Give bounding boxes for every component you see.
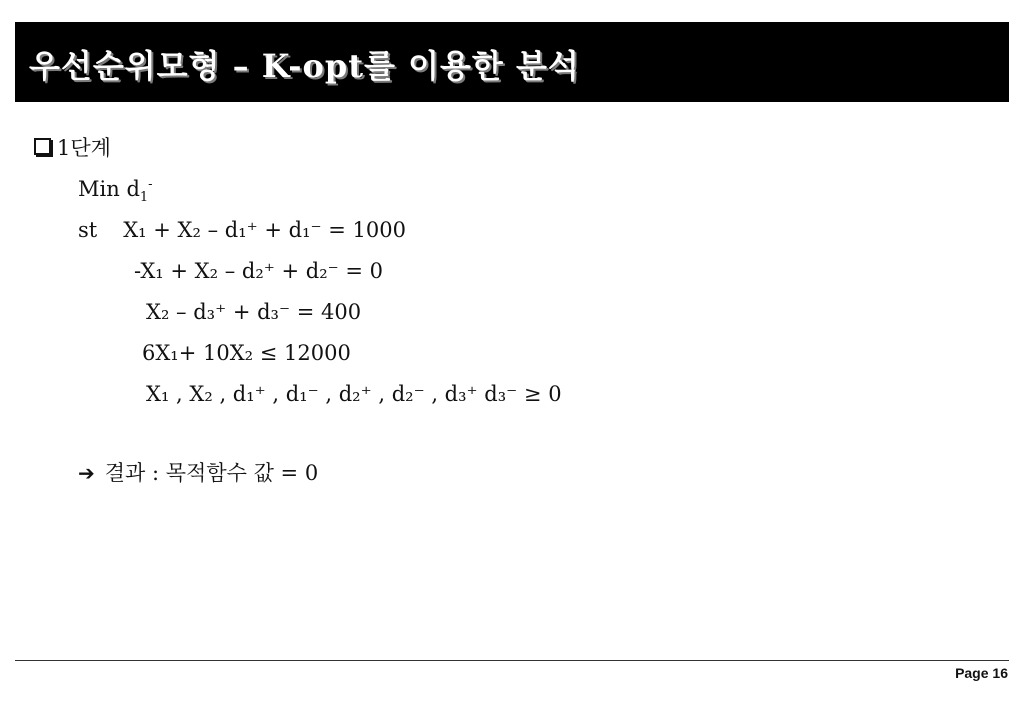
result-line	[78, 463, 318, 484]
step-heading: 1단계	[57, 136, 111, 160]
objective-line	[78, 177, 153, 206]
constraint-line-2	[134, 261, 383, 282]
constraint-line-3	[146, 302, 361, 323]
objective-var: d	[126, 177, 140, 201]
constraint-line-1	[78, 220, 406, 241]
objective-label: Min	[78, 177, 120, 201]
page-number: Page 16	[955, 665, 1008, 681]
constraint-3: X₂ – d₃⁺ + d₃⁻ = 400	[146, 300, 362, 324]
constraint-5: X₁ , X₂ , d₁⁺ , d₁⁻ , d₂⁺ , d₂⁻ , d₃⁺ d₃⁻ ≥ 0	[146, 382, 562, 406]
st-label: st	[78, 218, 98, 242]
step-bullet	[34, 138, 111, 159]
constraint-4: 6X₁+ 10X₂ ≤ 12000	[142, 341, 351, 365]
objective-sup: -	[148, 177, 153, 192]
right-arrow-icon: ➔	[78, 461, 95, 485]
slide-title: 우선순위모형 – K-opt를 이용한 분석	[29, 47, 580, 85]
constraint-1: X₁ + X₂ – d₁⁺ + d₁⁻ = 1000	[123, 218, 406, 242]
constraint-line-5	[146, 384, 562, 405]
constraint-line-4	[142, 343, 351, 364]
footer-divider	[15, 660, 1009, 661]
objective-sub: 1	[139, 190, 149, 206]
constraint-2: -X₁ + X₂ – d₂⁺ + d₂⁻ = 0	[134, 259, 384, 283]
title-bar	[15, 22, 1009, 102]
checkbox-bullet-icon	[34, 138, 51, 155]
result-text: 결과 : 목적함수 값 = 0	[104, 461, 319, 485]
